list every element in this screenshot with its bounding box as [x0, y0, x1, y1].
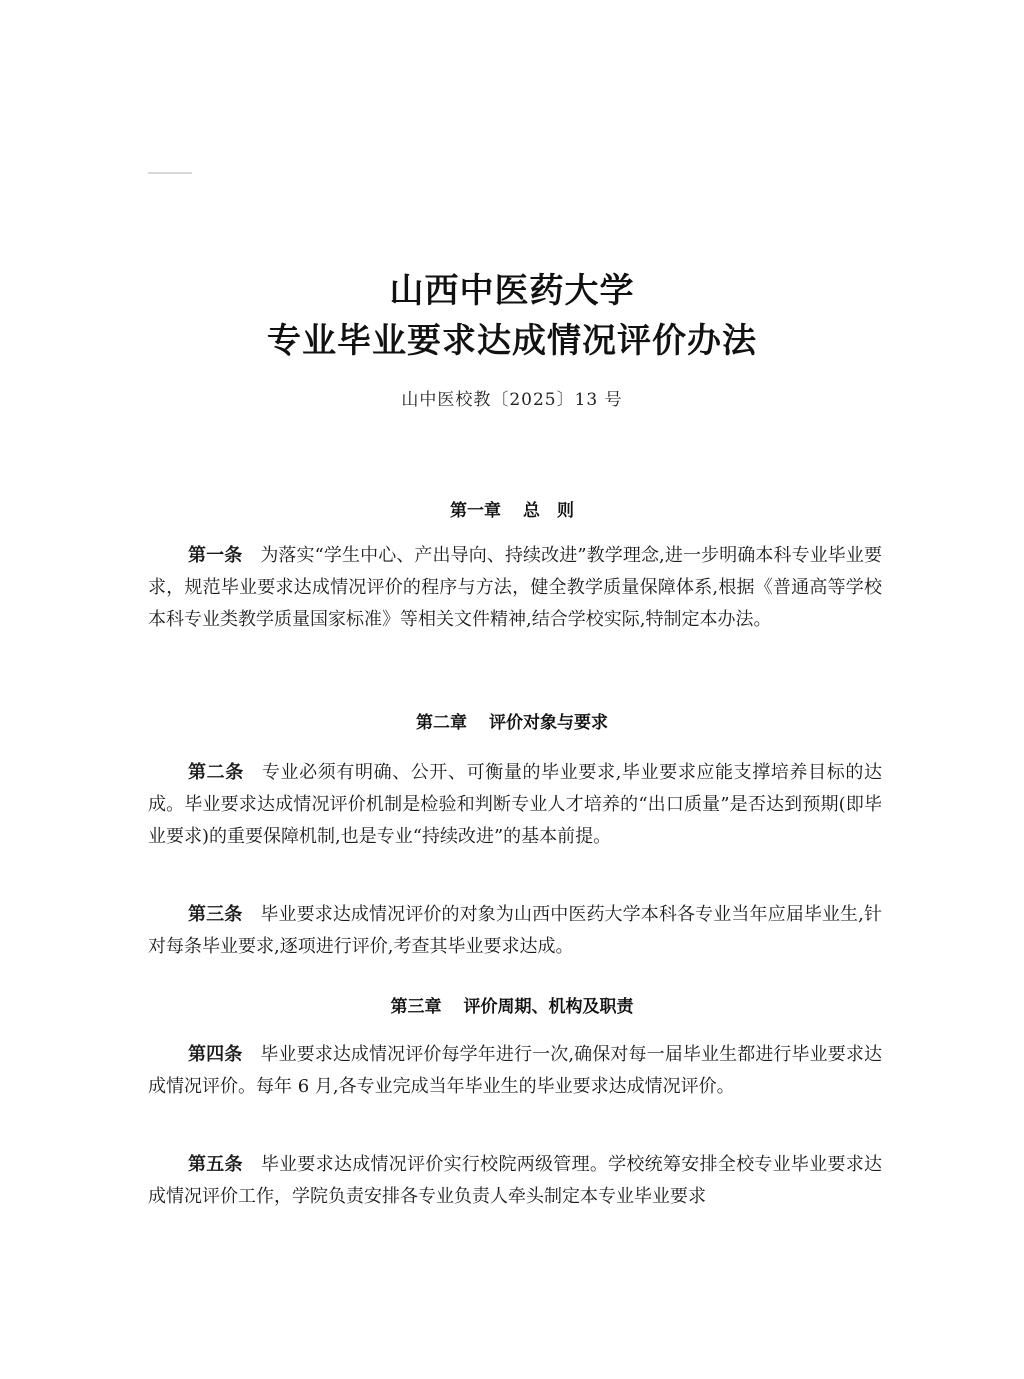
article-4	[148, 1039, 882, 1103]
chapter-heading-1	[0, 496, 1024, 521]
article-text: 毕业要求达成情况评价的对象为山西中医药大学本科各专业当年应届毕业生,针对每条毕业要求,逐项进行评价,考查其毕业要求达成。	[148, 904, 883, 957]
chapter-number: 第二章	[416, 713, 467, 733]
article-text: 毕业要求达成情况评价实行校院两级管理。学校统筹安排全校专业毕业要求达成情况评价工作，学院负责安排各专业负责人牵头制定本专业毕业要求	[148, 1154, 883, 1207]
document-title-line1: 山西中医药大学	[389, 271, 635, 311]
chapter-heading-2	[0, 708, 1024, 733]
chapter-name: 评价周期、机构及职责	[463, 997, 634, 1017]
article-text: 为落实“学生中心、产出导向、持续改进”教学理念,进一步明确本科专业毕业要求，规范毕业要求达成情况评价的程序与方法，健全教学质量保障体系,根据《普通高等学校本科专业类教学质量国家标准》等相关文件精神,结合学校实际,特制定本办法。	[148, 545, 883, 630]
article-label: 第二条	[188, 762, 244, 783]
article-label: 第五条	[188, 1154, 243, 1175]
chapter-name: 总 则	[523, 501, 574, 521]
article-label: 第三条	[188, 904, 243, 925]
document-number: 山中医校教〔2025〕13 号	[401, 390, 623, 410]
article-text: 毕业要求达成情况评价每学年进行一次,确保对每一届毕业生都进行毕业要求达成情况评价。每年 6 月,各专业完成当年毕业生的毕业要求达成情况评价。	[148, 1044, 883, 1097]
document-title-line2: 专业毕业要求达成情况评价办法	[267, 321, 757, 361]
article-label: 第四条	[188, 1044, 243, 1065]
article-1	[148, 540, 882, 636]
article-5	[148, 1149, 882, 1213]
scan-mark	[148, 172, 192, 174]
article-3	[148, 899, 882, 963]
article-2	[148, 757, 882, 853]
chapter-number: 第三章	[390, 997, 442, 1017]
article-text: 专业必须有明确、公开、可衡量的毕业要求,毕业要求应能支撑培养目标的达成。毕业要求达成情况评价机制是检验和判断专业人才培养的“出口质量”是否达到预期(即毕业要求)的重要保障机制,也是专业“持续改进”的基本前提。	[148, 762, 883, 847]
chapter-heading-3	[0, 992, 1024, 1017]
chapter-name: 评价对象与要求	[489, 713, 608, 733]
chapter-number: 第一章	[450, 501, 501, 521]
article-label: 第一条	[188, 545, 243, 566]
